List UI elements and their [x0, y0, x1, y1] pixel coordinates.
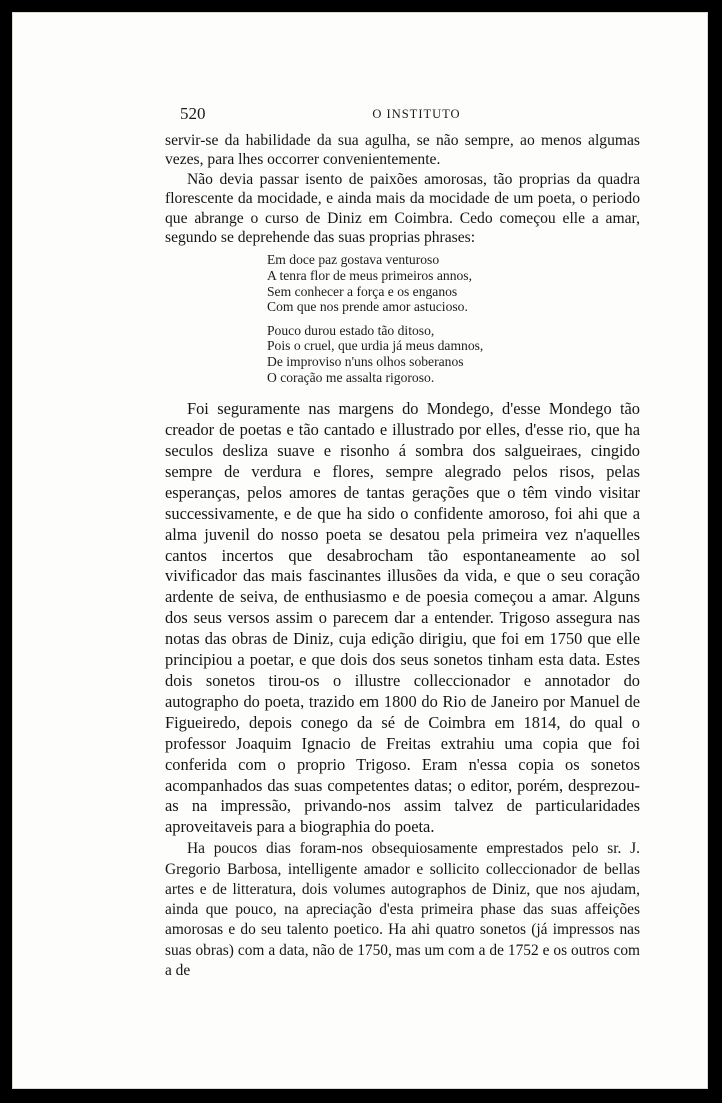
- verse-quotation: [267, 252, 640, 385]
- paragraph-continuation: servir-se da habilidade da sua agulha, se não sempre, ao menos algumas vezes, para lhes occorrer convenientemente.: [165, 132, 640, 169]
- stanza: [267, 252, 640, 314]
- verse-line: De improviso n'uns olhos soberanos: [267, 354, 464, 369]
- verse-line: A tenra flor de meus primeiros annos,: [267, 268, 472, 284]
- verse-line: Sem conhecer a força e os enganos: [267, 283, 458, 299]
- verse-line: Com que nos prende amor astucioso.: [267, 299, 468, 315]
- verse-line: Pouco durou estado tão ditoso,: [267, 322, 435, 338]
- verse-line: Pois o cruel, que urdia já meus damnos,: [267, 338, 484, 354]
- page-header: [180, 104, 653, 124]
- paragraph: Foi seguramente nas margens do Mondego, d'esse Mondego tão creador de poetas e tão cantado e illustrado por elles, d'esse rio, que ha seculos desliza suave e risonho á sombra dos salgueiraes, cingido sempre de verdura e flores, sempre alegrado pelos risos, pelas esperanças, pelos amores de tantas gerações que o têm vindo visitar successivamente, e de que ha sido o confidente amoroso, foi ahi que a alma juvenil do nosso poeta se desatou pela primeira vez n'aquelles cantos incertos que desabrocham tão espontaneamente ao sol vivificador das mais fascinantes illusões da vida, e que o seu coração ardente de seiva, de enthusiasmo e de poesia começou a amar. Alguns dos seus versos assim o parecem dar a entender. Trigoso assegura nas notas das obras de Diniz, cuja edição dirigiu, que foi em 1750 que elle principiou a poetar, e que dois dos seus sonetos tinham esta data. Estes dois sonetos tirou-os o illustre colleccionador e annotador do autographo do poeta, trazido em 1800 do Rio de Janeiro por Manuel de Figueiredo, depois conego da sé de Coimbra em 1814, do qual o professor Joaquim Ignacio de Freitas extrahiu uma copia que foi conferida com o proprio Trigoso. Eram n'essa copia os sonetos acompanhados das suas competentes datas; o editor, porém, desprezou-as na impressão, privando-nos assim talvez de particularidades aproveitaveis para a biographia do poeta.: [165, 399, 640, 837]
- body-text: [165, 131, 640, 981]
- verse-line: O coração me assalta rigoroso.: [267, 369, 435, 385]
- verse-line: Em doce paz gostava venturoso: [267, 252, 440, 268]
- paragraph: Ha poucos dias foram-nos obsequiosamente emprestados pelo sr. J. Gregorio Barbosa, intelligente amador e sollicito colleccionador de bellas artes e de litteratura, dois volumes autographos de Diniz, que nos ajudam, ainda que pouco, na apreciação d'esta primeira phase das suas affeições amorosas e do seu talento poetico. Ha ahi quatro sonetos (já impressos nas suas obras) com a data, não de 1750, mas um com a de 1752 e os outros com a de: [165, 840, 640, 979]
- stanza: [267, 323, 640, 385]
- running-title: O INSTITUTO: [372, 107, 461, 121]
- paragraph: Não devia passar isento de paixões amorosas, tão proprias da quadra florescente da mocidade, e ainda mais da mocidade de um poeta, o periodo que abrange o curso de Diniz em Coimbra. Cedo começou elle a amar, segundo se deprehende das suas proprias phrases:: [165, 170, 640, 247]
- page-number: 520: [180, 104, 206, 123]
